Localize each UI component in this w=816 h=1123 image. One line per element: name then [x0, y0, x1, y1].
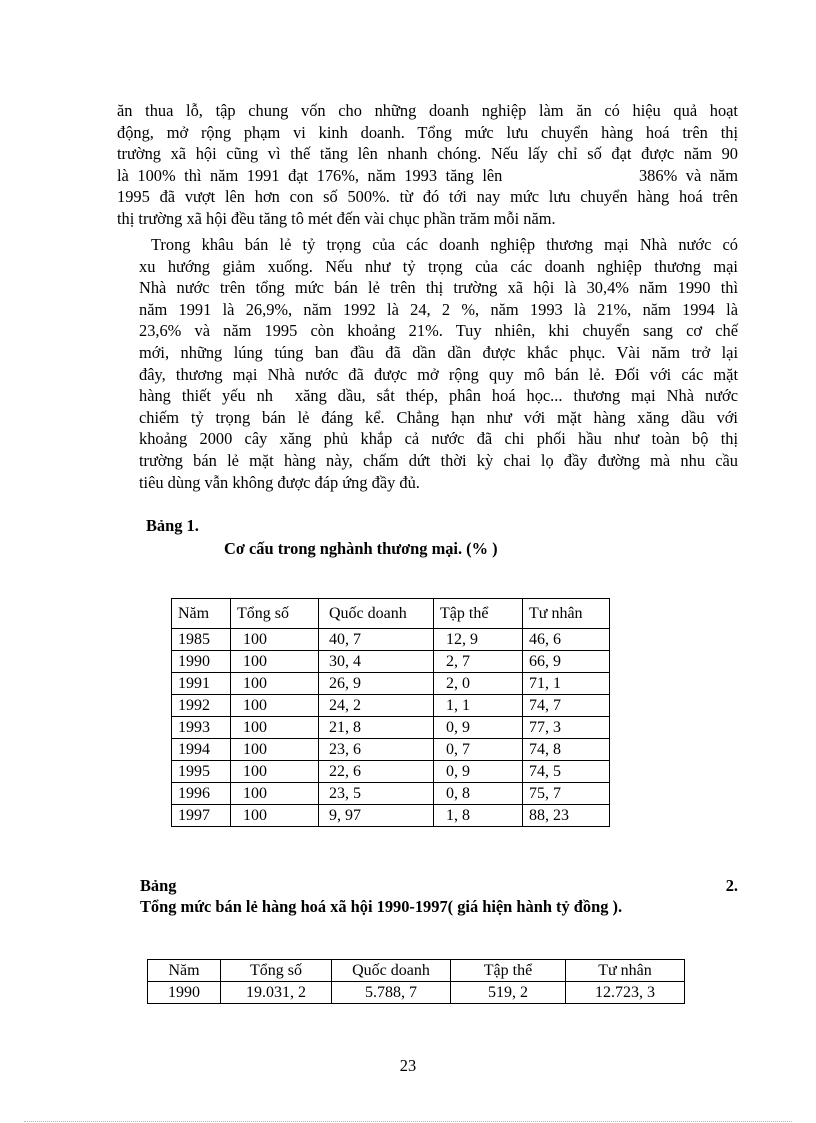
paragraph-line: trường bán lẻ mặt hàng này, chấm dứt thời kỳ chai lọ đầy đường mà nhu cầu: [139, 450, 738, 470]
cell-private: 71, 1: [523, 673, 610, 695]
table-2-caption: [140, 876, 738, 896]
cell-collective: 0, 9: [434, 717, 523, 739]
cell-collective: 519, 2: [451, 982, 566, 1004]
cell-private: 74, 7: [523, 695, 610, 717]
cell-total: 100: [231, 629, 319, 651]
page-number: 23: [399, 1056, 417, 1075]
table-row: [172, 717, 610, 739]
table-row: [172, 695, 610, 717]
cell-private: 46, 6: [523, 629, 610, 651]
paragraph-1: [117, 100, 738, 230]
cell-total: 100: [231, 739, 319, 761]
header-cell-collective: Tập thể: [434, 599, 523, 629]
header-cell-state: Quốc doanh: [319, 599, 434, 629]
cell-year: 1991: [172, 673, 231, 695]
cell-private: 88, 23: [523, 805, 610, 827]
page-bottom-rule: [24, 1121, 792, 1122]
cell-total: 100: [231, 673, 319, 695]
header-cell-private: Tư nhân: [523, 599, 610, 629]
table-header-row: [148, 960, 685, 982]
cell-private: 12.723, 3: [566, 982, 685, 1004]
cell-state: 5.788, 7: [332, 982, 451, 1004]
table-2-caption-word: Bảng: [140, 876, 177, 895]
cell-collective: 0, 8: [434, 783, 523, 805]
header-cell-year: Năm: [172, 599, 231, 629]
cell-private: 74, 5: [523, 761, 610, 783]
paragraph-line: ăn thua lỗ, tập chung vốn cho những doanh nghiệp làm ăn có hiệu quả hoạt: [117, 101, 738, 120]
header-cell-total: Tổng số: [221, 960, 332, 982]
cell-year: 1994: [172, 739, 231, 761]
table-row: [172, 629, 610, 651]
cell-collective: 1, 8: [434, 805, 523, 827]
paragraph-line: khoảng 2000 cây xăng phủ khắp cả nước đã chi phối hầu như toàn bộ thị: [139, 429, 738, 449]
table-row: [172, 805, 610, 827]
cell-state: 23, 5: [319, 783, 434, 805]
cell-total: 100: [231, 761, 319, 783]
cell-total: 100: [231, 651, 319, 673]
paragraph-line: 23,6% và năm 1995 còn khoảng 21%. Tuy nhiên, khi chuyển sang cơ chế: [139, 321, 738, 341]
cell-total: 100: [231, 717, 319, 739]
cell-private: 75, 7: [523, 783, 610, 805]
cell-state: 9, 97: [319, 805, 434, 827]
table-2: [147, 959, 685, 1004]
header-cell-year: Năm: [148, 960, 221, 982]
cell-collective: 2, 0: [434, 673, 523, 695]
cell-total: 100: [231, 695, 319, 717]
cell-total: 19.031, 2: [221, 982, 332, 1004]
cell-state: 26, 9: [319, 673, 434, 695]
table-row: [172, 761, 610, 783]
table-header-row: [172, 599, 610, 629]
cell-collective: 12, 9: [434, 629, 523, 651]
paragraph-line: Nhà nước trên tổng mức bán lẻ trên thị trường xã hội là 30,4% năm 1990 thì: [139, 278, 738, 298]
table-row: [148, 982, 685, 1004]
paragraph-line: chiếm tỷ trọng bán lẻ đáng kể. Chẳng hạn như với mặt hàng xăng dầu với: [139, 407, 738, 427]
cell-private: 74, 8: [523, 739, 610, 761]
header-cell-total: Tổng số: [231, 599, 319, 629]
table-row: [172, 783, 610, 805]
paragraph-line: xu hướng giảm xuống. Nếu như tỷ trọng của các doanh nghiệp thương mại: [139, 256, 738, 276]
cell-state: 21, 8: [319, 717, 434, 739]
cell-collective: 2, 7: [434, 651, 523, 673]
paragraph-line: hàng thiết yếu nh xăng dầu, sắt thép, phân hoá học... thương mại Nhà nước: [139, 386, 738, 406]
table-1: [171, 598, 610, 827]
table-2-caption-number: 2.: [725, 876, 738, 895]
paragraph-line: mới, những lúng túng ban đầu đã dần dần được khắc phục. Vài năm trở lại: [139, 342, 738, 362]
cell-state: 22, 6: [319, 761, 434, 783]
paragraph-line: thị trường xã hội đều tăng tô mét đến vài chục phần trăm mỗi năm.: [117, 208, 556, 228]
paragraph-line: năm 1991 là 26,9%, năm 1992 là 24, 2 %, năm 1993 là 21%, năm 1994 là: [139, 299, 738, 319]
cell-year: 1990: [148, 982, 221, 1004]
cell-year: 1995: [172, 761, 231, 783]
cell-state: 23, 6: [319, 739, 434, 761]
header-cell-state: Quốc doanh: [332, 960, 451, 982]
paragraph-line: 1995 đã vượt lên hơn con số 500%. từ đó tới nay mức lưu chuyển hàng hoá trên: [117, 187, 738, 207]
table-row: [172, 673, 610, 695]
cell-collective: 1, 1: [434, 695, 523, 717]
cell-private: 66, 9: [523, 651, 610, 673]
table-2-title: Tổng mức bán lẻ hàng hoá xã hội 1990-1997( giá hiện hành tỷ đồng ).: [140, 897, 623, 916]
paragraph-line: động, mở rộng phạm vi kinh doanh. Tổng mức lưu chuyển hàng hoá trên thị: [117, 122, 738, 142]
paragraph-line: tiêu dùng vẫn không được đáp ứng đầy đủ.: [139, 472, 420, 492]
cell-year: 1992: [172, 695, 231, 717]
cell-state: 24, 2: [319, 695, 434, 717]
cell-state: 40, 7: [319, 629, 434, 651]
table-1-title: Cơ cấu trong nghành thương mại. (% ): [224, 539, 498, 558]
paragraph-line: là 100% thì năm 1991 đạt 176%, năm 1993 tăng lên 386% và năm: [117, 165, 738, 185]
paragraph-line: Trong khâu bán lẻ tỷ trọng của các doanh nghiệp thương mại Nhà nước có: [151, 235, 738, 254]
table-1-caption: Bảng 1.: [146, 516, 199, 535]
cell-year: 1990: [172, 651, 231, 673]
cell-private: 77, 3: [523, 717, 610, 739]
cell-year: 1993: [172, 717, 231, 739]
table-row: [172, 651, 610, 673]
cell-state: 30, 4: [319, 651, 434, 673]
cell-year: 1996: [172, 783, 231, 805]
cell-total: 100: [231, 805, 319, 827]
cell-year: 1997: [172, 805, 231, 827]
cell-collective: 0, 7: [434, 739, 523, 761]
paragraph-2: [139, 234, 738, 493]
cell-collective: 0, 9: [434, 761, 523, 783]
paragraph-line: đây, thương mại Nhà nước đã được mở rộng quy mô bán lẻ. Đối với các mặt: [139, 364, 738, 384]
header-cell-collective: Tập thể: [451, 960, 566, 982]
paragraph-line: trường xã hội cũng vì thế tăng lên nhanh chóng. Nếu lấy chỉ số đạt được năm 90: [117, 144, 738, 164]
cell-year: 1985: [172, 629, 231, 651]
cell-total: 100: [231, 783, 319, 805]
header-cell-private: Tư nhân: [566, 960, 685, 982]
table-row: [172, 739, 610, 761]
